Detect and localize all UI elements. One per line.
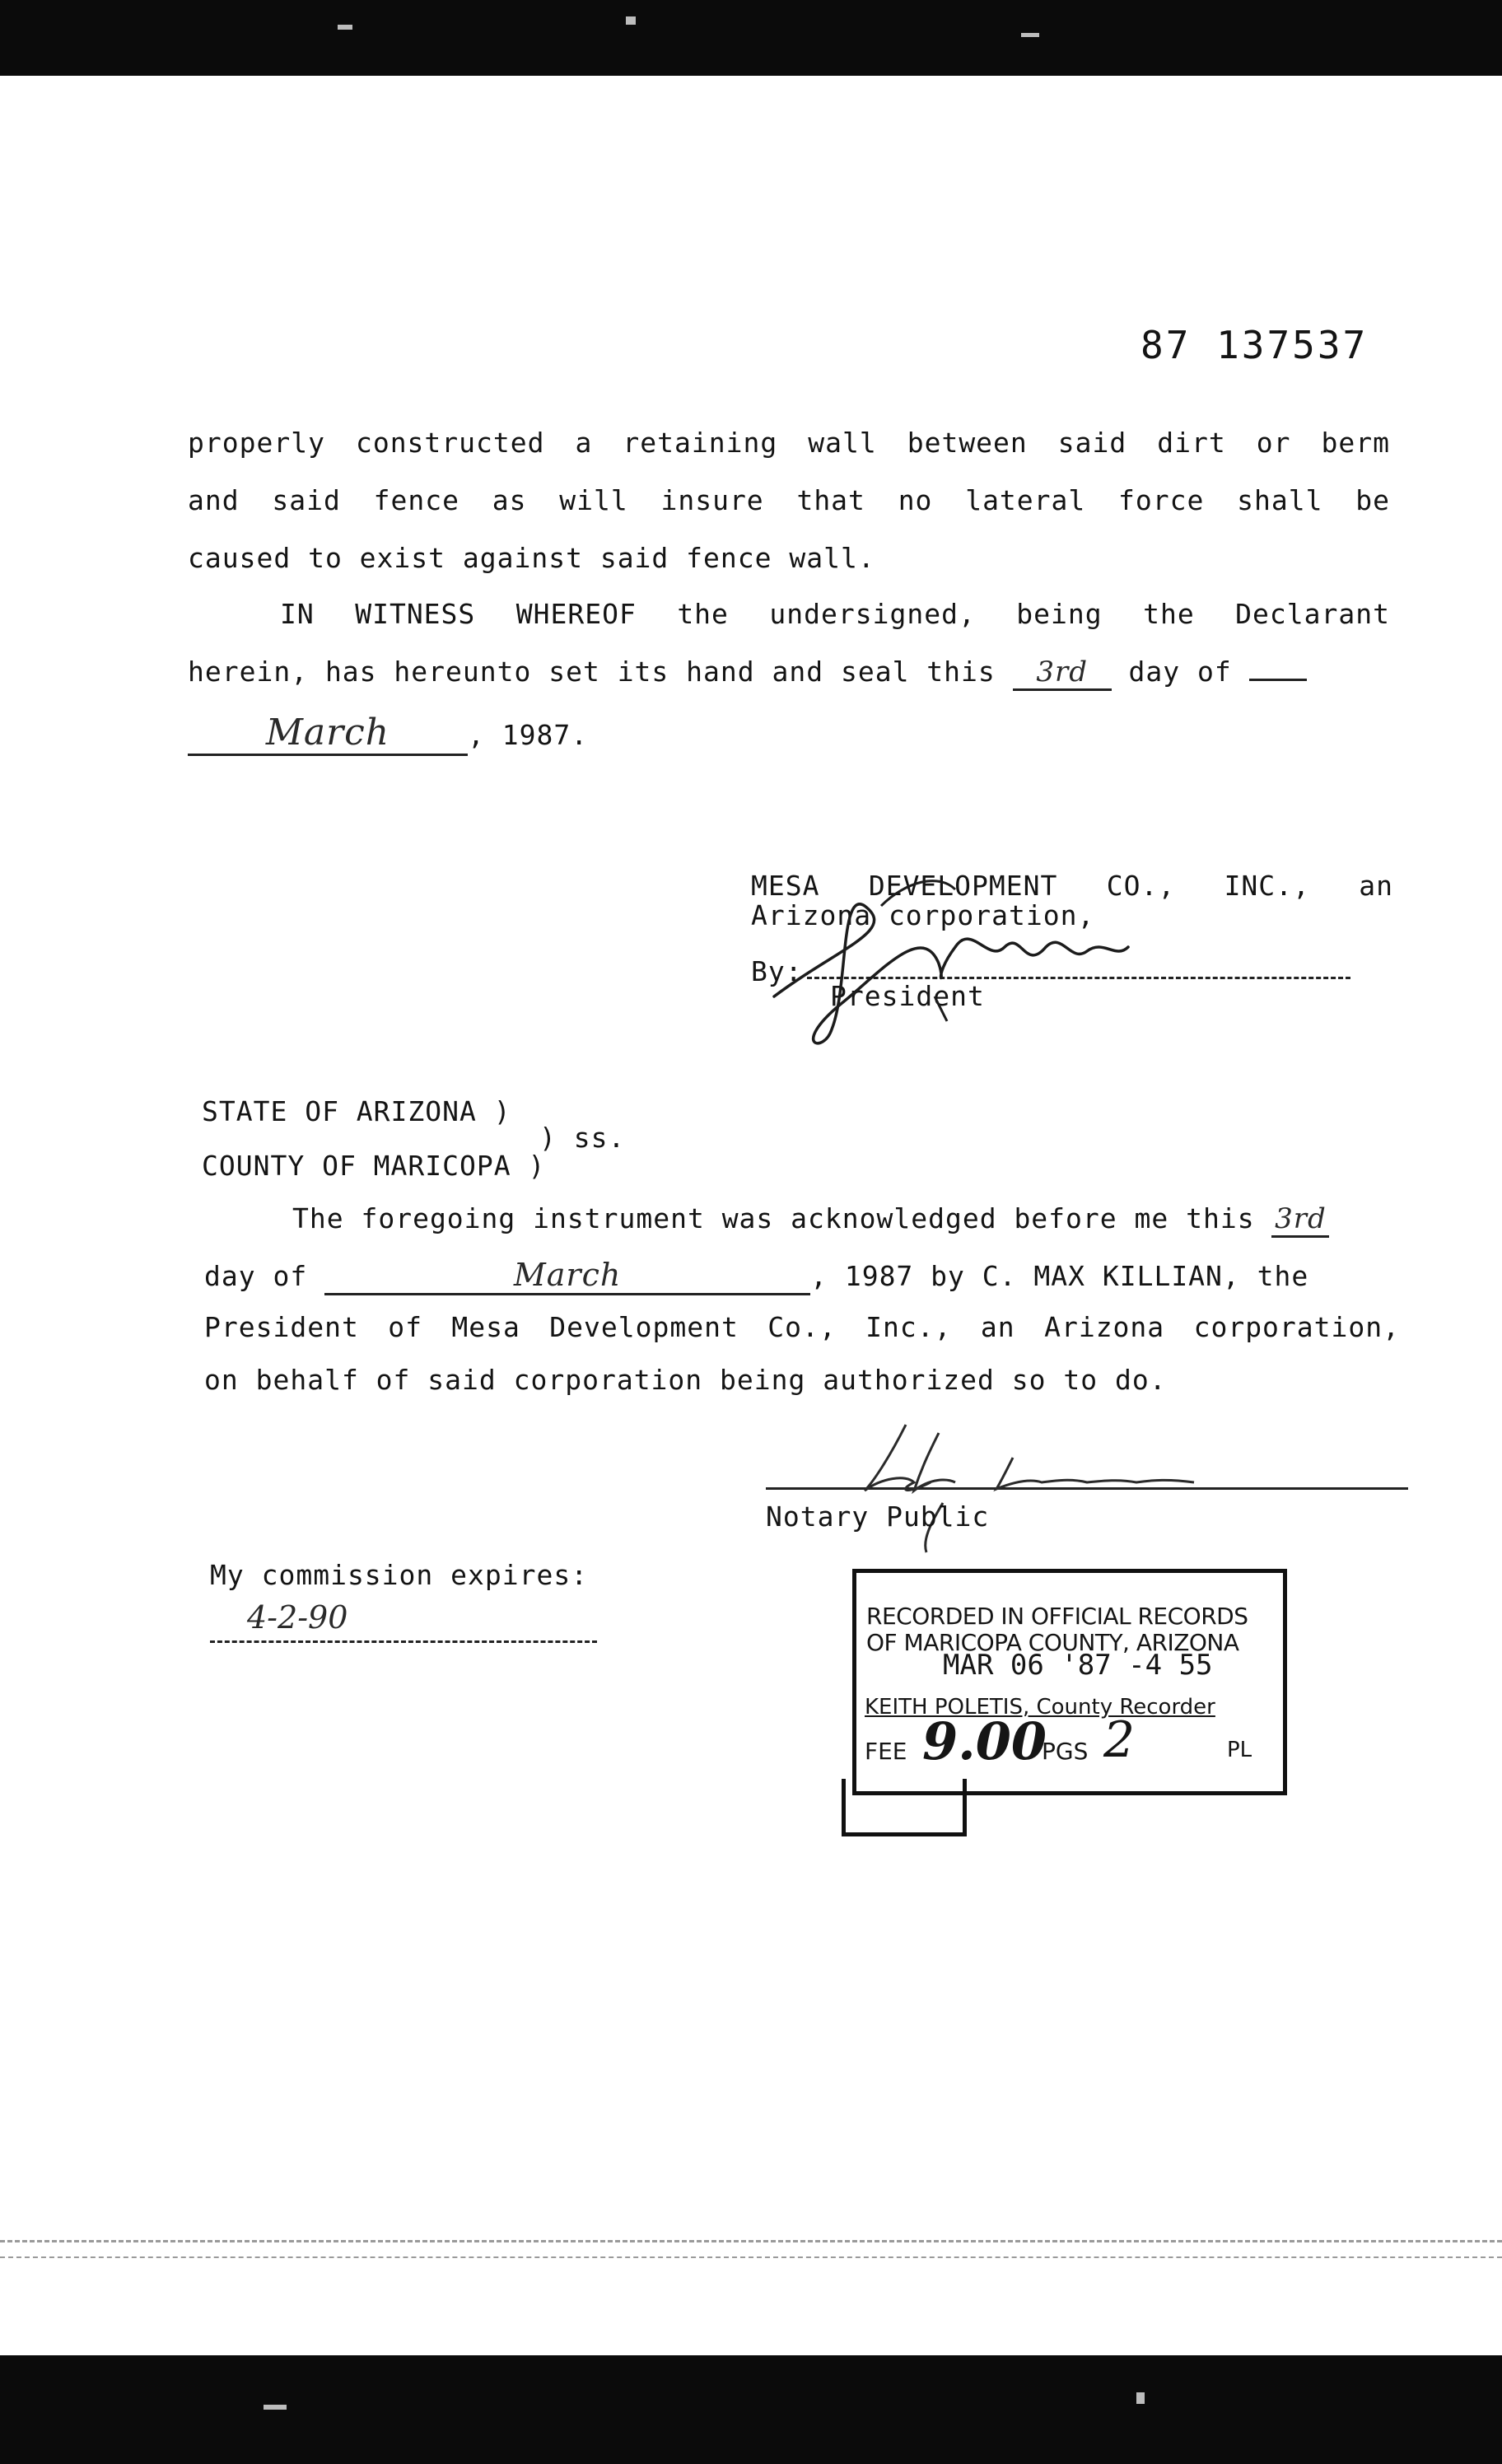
commission-date-line [210, 1640, 597, 1643]
body-line: caused to exist against said fence wall. [188, 542, 875, 574]
stamp-datetime: MAR 06 '87 -4 55 [943, 1649, 1213, 1682]
witness-text: day of [1128, 656, 1232, 688]
witness-month-blank [188, 712, 468, 756]
body-line: and said fence as will insure that no lateral force shall be [188, 484, 1390, 516]
ack-month-blank [324, 1257, 810, 1295]
acknowledgment-text: , 1987 by C. MAX KILLIAN, the [810, 1260, 1309, 1292]
venue-ss: ) ss. [539, 1122, 626, 1154]
stamp-recorder: KEITH POLETIS, County Recorder [865, 1695, 1215, 1720]
acknowledgment-line: President of Mesa Development Co., Inc., an Arizona corporation, [204, 1311, 1400, 1343]
acknowledgment-text: day of [204, 1260, 308, 1292]
document-number: 87 137537 [1140, 323, 1369, 367]
handwritten-day: 3rd [1275, 1202, 1327, 1235]
stamp-tab [842, 1779, 967, 1836]
acknowledgment-line: on behalf of said corporation being authorized so to do. [204, 1364, 1167, 1396]
witness-day-blank [1013, 656, 1112, 691]
witness-clause-line: IN WITNESS WHEREOF the undersigned, being the Declarant [280, 598, 1390, 630]
handwritten-day: 3rd [1036, 656, 1088, 688]
scan-dashed-rule [0, 2240, 1502, 2242]
scan-speck [264, 2405, 287, 2410]
recording-stamp [852, 1569, 1287, 1795]
witness-clause-line [188, 656, 1307, 691]
body-line: properly constructed a retaining wall between said dirt or berm [188, 427, 1390, 459]
acknowledgment-line [292, 1202, 1329, 1238]
witness-year: , 1987. [468, 719, 589, 751]
scan-speck [338, 25, 352, 30]
stamp-line: OF MARICOPA COUNTY, ARIZONA [866, 1629, 1239, 1656]
notary-public-label: Notary Public [766, 1500, 990, 1533]
scan-bottom-band [0, 2355, 1502, 2464]
handwritten-month: March [513, 1257, 622, 1293]
stamp-fee-label: FEE [865, 1738, 907, 1765]
scan-speck [1136, 2392, 1145, 2404]
scan-speck [626, 16, 636, 25]
venue-county: COUNTY OF MARICOPA ) [202, 1150, 546, 1182]
stamp-pages-label: PGS [1042, 1738, 1089, 1765]
president-signature [741, 856, 1202, 1062]
blank-line [1249, 679, 1307, 681]
stamp-pages-value: 2 [1103, 1711, 1136, 1769]
commission-date: 4-2-90 [247, 1599, 348, 1636]
scan-top-band [0, 0, 1502, 76]
scan-speck [1021, 33, 1039, 37]
witness-date-line [188, 712, 588, 756]
ack-day-blank [1271, 1202, 1329, 1238]
handwritten-month: March [265, 712, 390, 754]
acknowledgment-line [204, 1257, 1308, 1295]
witness-text: herein, has hereunto set its hand and seal this [188, 656, 996, 688]
commission-label: My commission expires: [210, 1559, 589, 1591]
company-type: Arizona corporation, [751, 899, 1095, 931]
notary-signature [807, 1400, 1235, 1556]
acknowledgment-text: The foregoing instrument was acknowledged before me this [292, 1202, 1255, 1234]
stamp-line: RECORDED IN OFFICIAL RECORDS [866, 1603, 1248, 1630]
venue-state: STATE OF ARIZONA ) [202, 1095, 511, 1127]
stamp-fee-value: 9.00 [922, 1711, 1047, 1771]
signer-title: President [830, 980, 985, 1012]
company-name: MESA DEVELOPMENT CO., INC., an [751, 870, 1393, 902]
scan-dashed-rule [0, 2256, 1502, 2258]
stamp-pl-label: PL [1227, 1738, 1252, 1762]
by-label: By: [751, 955, 803, 987]
